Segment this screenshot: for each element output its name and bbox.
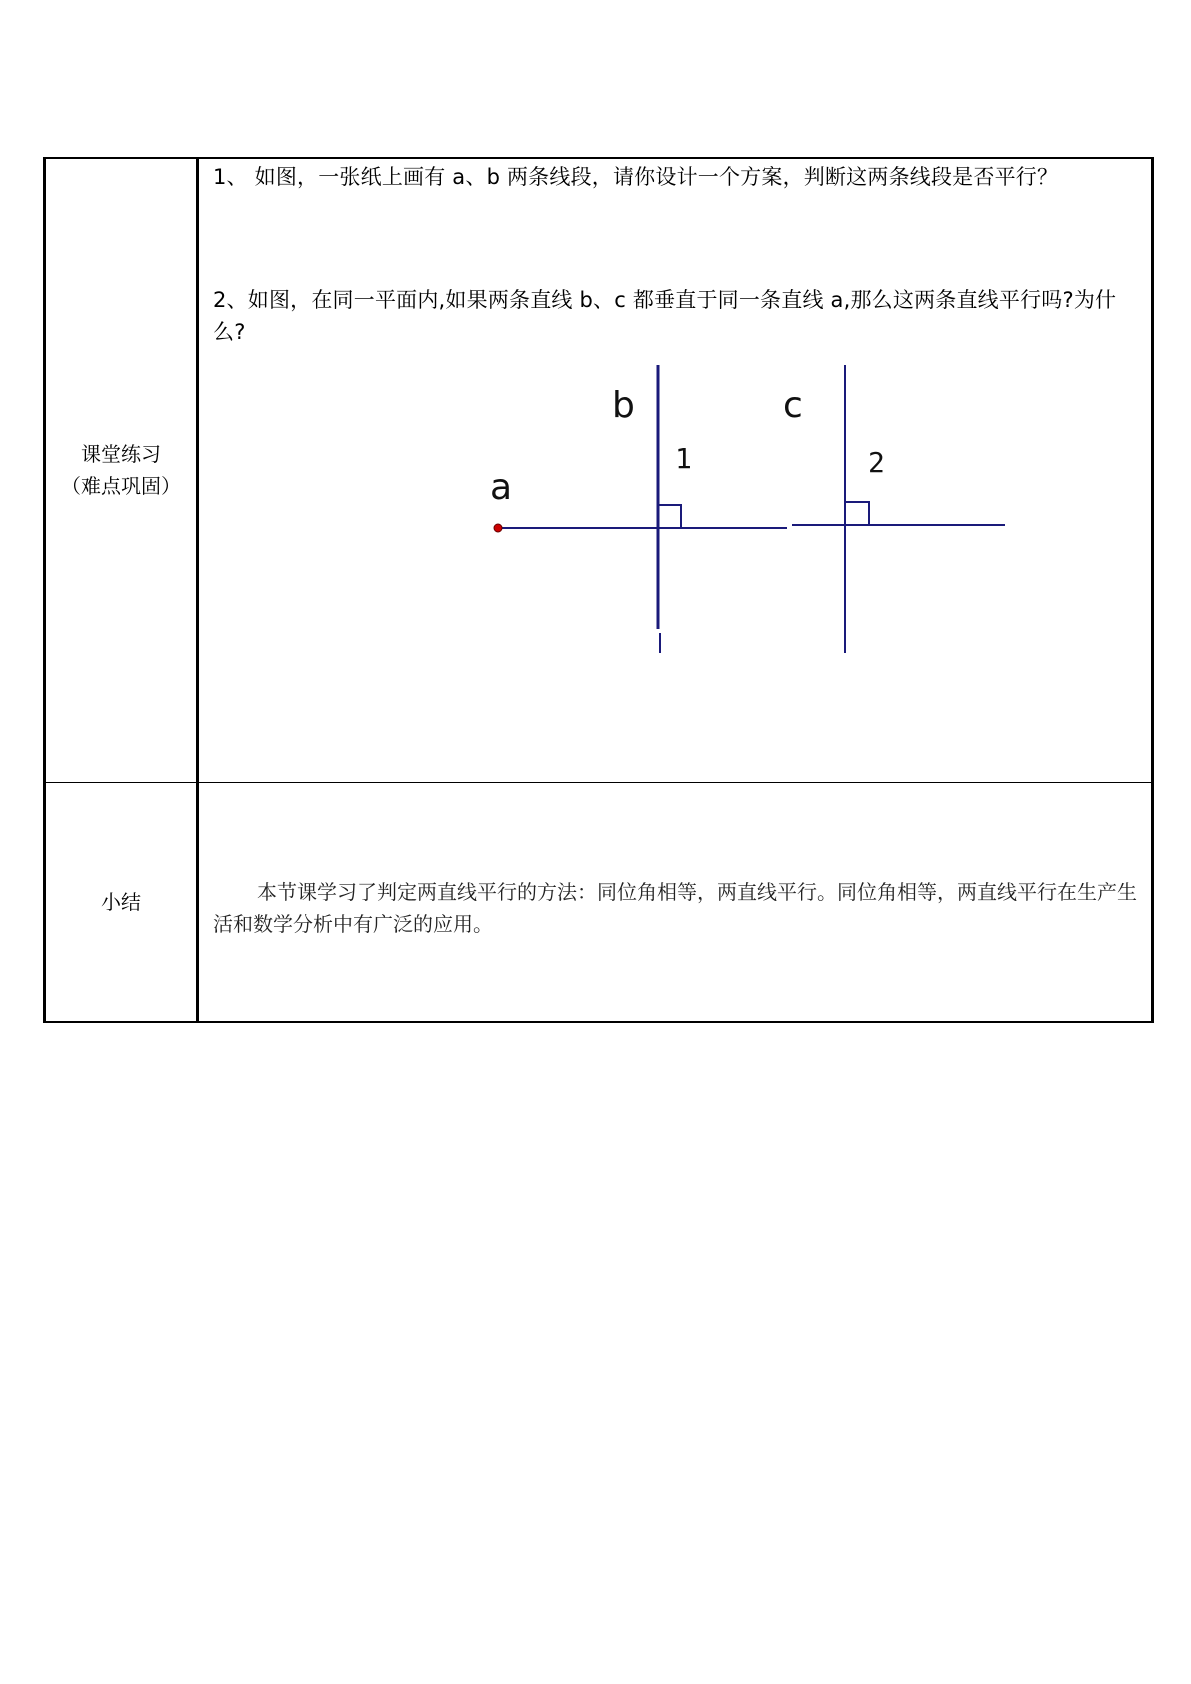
question-2: 2、如图，在同一平面内,如果两条直线 b、c 都垂直于同一条直线 a,那么这两条直线平行吗?为什么? bbox=[213, 288, 1117, 344]
summary-label: 小结 bbox=[101, 889, 141, 914]
summary-label-cell bbox=[45, 782, 198, 1022]
lesson-table bbox=[43, 157, 1154, 1023]
line-b-label: b bbox=[612, 385, 635, 426]
line-c-label: c bbox=[783, 385, 803, 426]
question-1: 1、 如图，一张纸上画有 a、b 两条线段，请你设计一个方案，判断这两条线段是否平行？ bbox=[213, 165, 1059, 189]
table-row-practice bbox=[45, 158, 1153, 782]
line-a-endpoint bbox=[494, 524, 502, 532]
angle-2-label: 2 bbox=[868, 446, 885, 479]
practice-label: 课堂练习 bbox=[81, 442, 161, 467]
right-angle-mark-1 bbox=[659, 505, 681, 528]
line-a-label: a bbox=[490, 467, 513, 508]
summary-content-cell bbox=[198, 782, 1153, 1022]
practice-content-cell bbox=[198, 158, 1153, 782]
right-angle-mark-2 bbox=[846, 502, 869, 525]
practice-sublabel: （难点巩固） bbox=[61, 474, 181, 499]
angle-1-label: 1 bbox=[675, 442, 692, 475]
perpendicular-lines-figure bbox=[199, 159, 1159, 779]
practice-label-cell bbox=[45, 158, 198, 782]
table-row-summary bbox=[45, 782, 1153, 1022]
summary-text: 本节课学习了判定两直线平行的方法：同位角相等，两直线平行。同位角相等，两直线平行在生产生活和数学分析中有广泛的应用。 bbox=[213, 879, 1137, 936]
